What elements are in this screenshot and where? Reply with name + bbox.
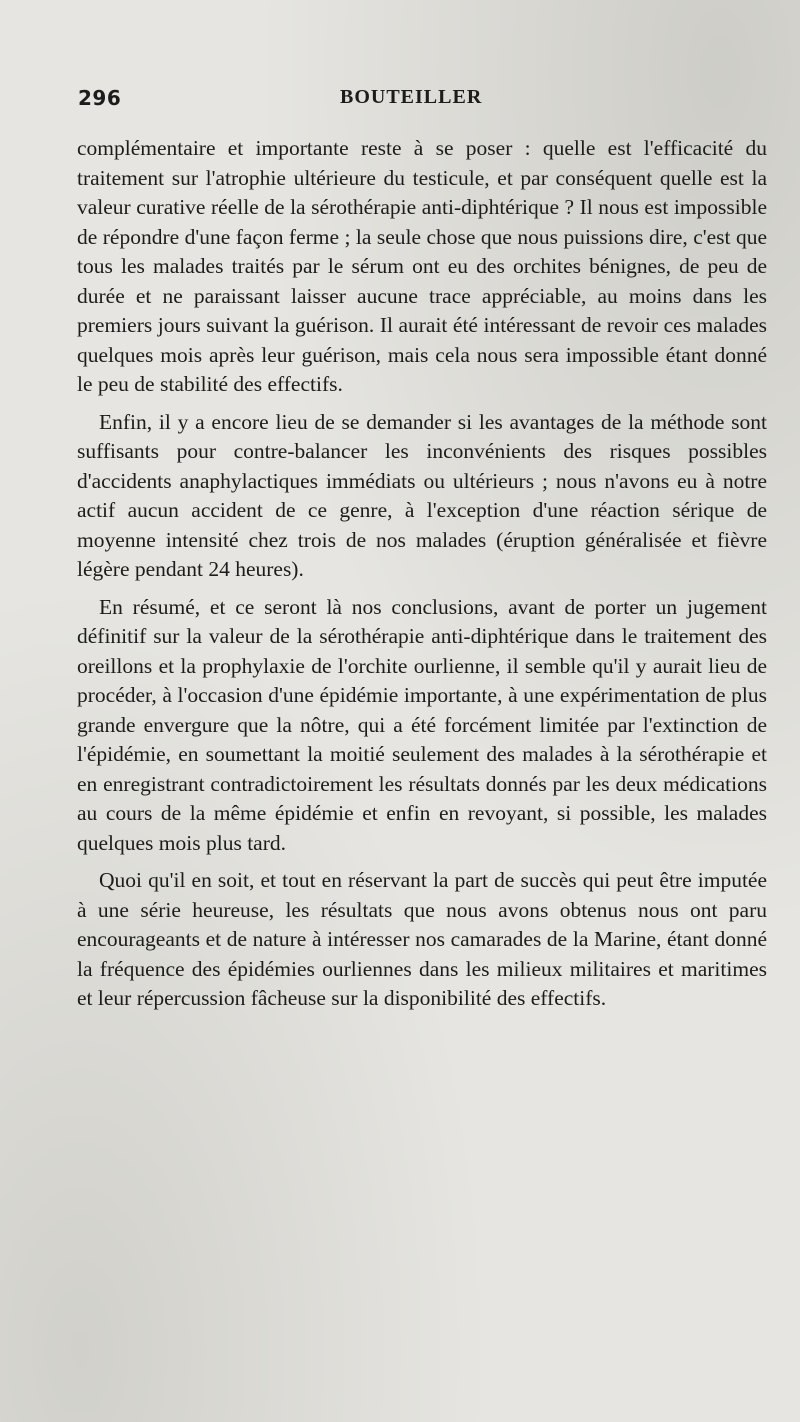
paragraph-2: Enfin, il y a encore lieu de se demander si les avantages de la méthode sont suffisants pour contre-balancer les inconvénients des risques possibles d'accidents anaphylactiques immédiats ou ultérieurs ; nous n'avons eu à notre actif aucun accident de ce genre, à l'exception d'une réaction sérique de moyenne intensité chez trois de nos malades (éruption généralisée et fièvre légère pendant 24 heures). — [77, 409, 767, 581]
paragraph-3: En résumé, et ce seront là nos conclusions, avant de porter un jugement définitif sur la valeur de la sérothérapie anti-diphtérique dans le traitement des oreillons et la prophylaxie de l'orchite ourlienne, il semble qu'il y aurait lieu de procéder, à l'occasion d'une épidémie importante, à une expérimentation de plus grande envergure que la nôtre, qui a été forcément limitée par l'extinction de l'épidémie, en soumettant la moitié seulement des malades à la sérothérapie et en enregistrant contradictoirement les résultats donnés par les deux médications au cours de la même épidémie et enfin en revoyant, si possible, les malades quelques mois plus tard. — [77, 594, 767, 855]
paragraph-4: Quoi qu'il en soit, et tout en réservant la part de succès qui peut être imputée à une série heureuse, les résultats que nous avons obtenus nous ont paru encourageants et de nature à intéresser nos camarades de la Marine, étant donné la fréquence des épidémies ourliennes dans les milieux militaires et maritimes et leur répercussion fâcheuse sur la disponibilité des effectifs. — [77, 868, 767, 1010]
page-number: 296 — [78, 86, 122, 110]
page-header — [78, 86, 766, 116]
paragraph-1: complémentaire et importante reste à se poser : quelle est l'efficacité du traitement sur l'atrophie ultérieure du testicule, et par conséquent quelle est la valeur curative réelle de la sérothérapie anti-diphtérique ? Il nous est impossible de répondre d'une façon ferme ; la seule chose que nous puissions dire, c'est que tous les malades traités par le sérum ont eu des orchites bénignes, de peu de durée et ne paraissant laisser aucune trace appréciable, au moins dans les premiers jours suivant la guérison. Il aurait été intéressant de revoir ces malades quelques mois après leur guérison, mais cela nous sera impossible étant donné le peu de stabilité des effectifs. — [77, 136, 767, 396]
body-text — [77, 134, 767, 1022]
running-head: BOUTEILLER — [340, 86, 483, 108]
